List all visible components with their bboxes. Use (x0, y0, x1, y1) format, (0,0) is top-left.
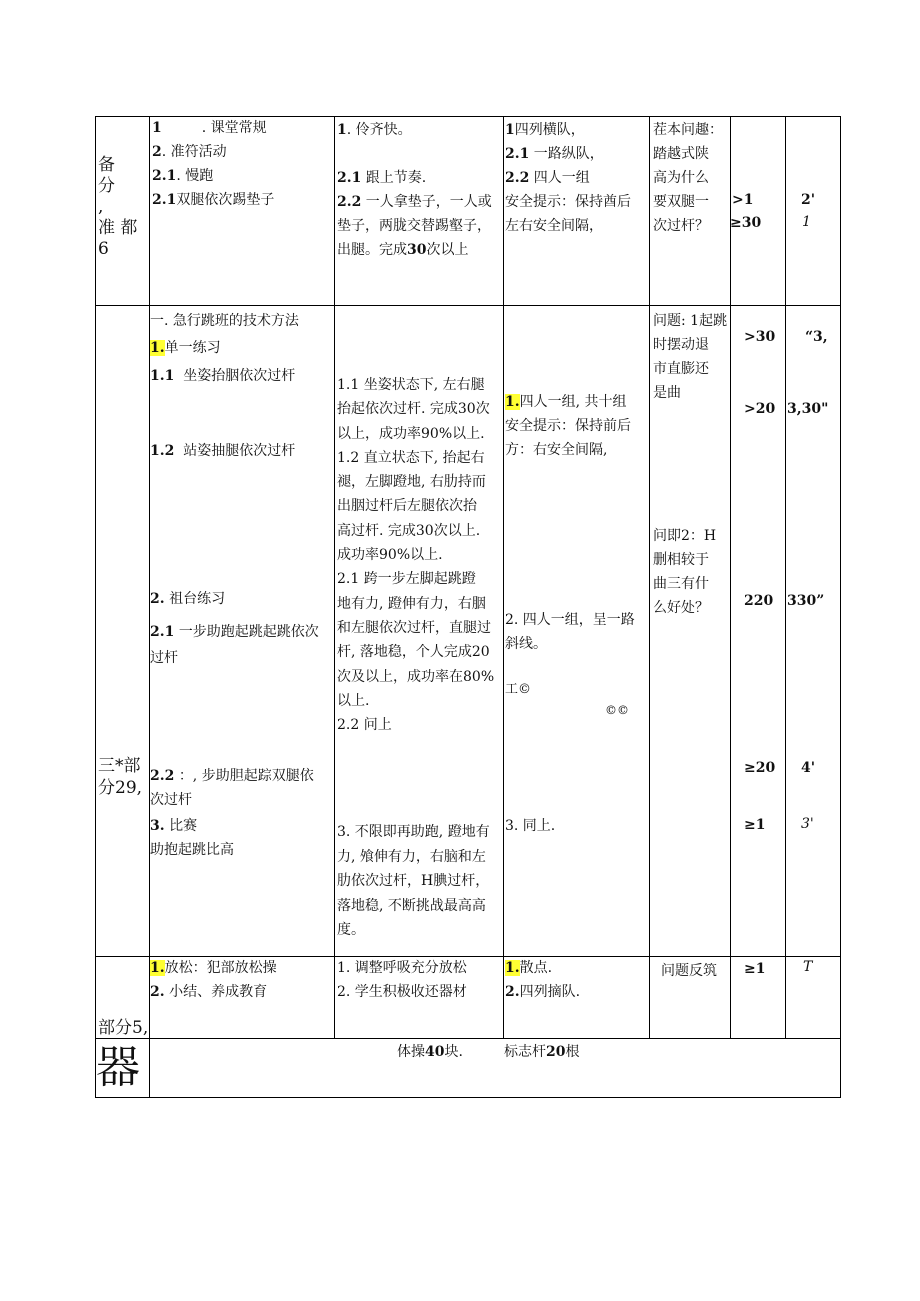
main-time-4: 4' (801, 760, 816, 776)
main-content-single: 1.单一练习 (150, 340, 221, 356)
main-time-5: 3' (801, 816, 814, 832)
main-content-match-2: 助抱起跳比高 (150, 842, 234, 858)
equipment-side-label: 器 (96, 1042, 140, 1093)
main-count-5: ≥1 (744, 817, 766, 833)
main-content-ex12: 1.2 站姿抽腿依次过杆 (150, 443, 296, 459)
prep-count-2: ≥30 (730, 215, 762, 231)
prep-req-1: 1. 伶齐快。 (337, 122, 412, 138)
main-side-label: 三*部 分29, (98, 756, 143, 798)
end-org-2: 2.四列摘队. (505, 984, 581, 1000)
main-org-1c: 方：右安全间隔, (505, 442, 608, 458)
main-content-ex22: 2.2 ：, 步助胆起踪双腿依 (150, 768, 314, 784)
prep-side-char: 6 (98, 239, 109, 259)
prep-count-1: >1 (732, 192, 754, 208)
main-org-2b: 斜线。 (505, 636, 547, 652)
main-content-ex22-b-clip (150, 790, 192, 808)
prep-time-2: 1 (802, 214, 811, 230)
prep-content-4: 2.1双腿依次踢垫子 (152, 192, 275, 208)
end-question: 问题反筑 (661, 963, 717, 979)
end-org-1: 1.散点. (505, 960, 553, 976)
equipment-item-1: 体操40块. (397, 1044, 463, 1060)
end-req-1: 1. 调整呼吸充分放松 (337, 960, 467, 976)
main-count-2: >20 (744, 401, 776, 417)
end-content-1: 1.放松：犯部放松操 (150, 960, 277, 976)
prep-question: 茬本问趣： 踏越式陕 高为什么 要双腿一 次过杆？ (653, 122, 723, 234)
main-content-ex22-b: 次过杆 (150, 792, 192, 808)
main-time-2: 3,30" (787, 401, 829, 417)
main-count-4: ≥20 (744, 760, 776, 776)
prep-side-char: 分 (98, 176, 115, 196)
col-divider-6 (785, 116, 786, 1039)
main-content-match: 3. 比赛 (150, 818, 198, 834)
end-req-2: 2. 学生积极收还器材 (337, 984, 467, 1000)
main-count-1: >30 (744, 329, 776, 345)
prep-req-4: 垫子，两胧交替踢壑子， (337, 218, 491, 234)
prep-content-3: 2.1. 慢跑 (152, 168, 214, 184)
main-question-2: 问即2：H 删相较于 曲三有什 么好处？ (653, 528, 717, 616)
main-content-title: 一. 急行跳班的技术方法 (150, 313, 299, 329)
main-content-combo: 2. 祖台练习 (150, 591, 226, 607)
main-time-1: “3, (805, 329, 828, 345)
prep-time-1: 2' (801, 192, 816, 208)
main-count-3: 220 (744, 593, 774, 609)
main-org-mark-1: 工© (505, 682, 532, 697)
main-org-3: 3. 同上. (505, 818, 556, 834)
main-org-1: 1.四人一组, 共十组 (505, 394, 627, 410)
prep-content-1: 1 . 课堂常规 (152, 120, 267, 136)
main-org-2: 2. 四人一组，呈一路 (505, 612, 635, 628)
prep-side-char: 都 (120, 218, 138, 238)
prep-side-char: , (98, 197, 104, 217)
main-question-1: 问题: 1起跳 时摆动退 市直膨还 是曲 (653, 313, 728, 401)
prep-side-char: 备 (98, 155, 115, 175)
main-content-ex11: 1.1 坐姿抬胭依次过杆 (150, 368, 296, 384)
col-divider-2 (334, 116, 335, 1039)
end-side-label: 部分5, (98, 1018, 149, 1038)
prep-org-1: 1四列横队， (505, 122, 585, 138)
equipment-item-2: 标志杆20根 (504, 1044, 580, 1060)
prep-req-2: 2.1 跟上节奏. (337, 170, 427, 186)
main-req-block-1: 1.1 坐姿状态下, 左右腿 抬起依次过杆. 完成30次 以上，成功率90%以上. 1.2 直立状态下, 抬起右 褪，左脚蹬地, 右肋持而 出胭过杆后左腿依次抬 高过杆. 完成30次以上. 成功率90%以上. 2.1 跨一步左脚起跳蹬 地有力, 蹬伸有力，右胭 和左腿依次过杆，直腿过 杆, 落地稳，个人完成20 次及以上，成功率在80% 以上. 2.2 问上 (337, 377, 495, 734)
col-divider-4 (649, 116, 650, 1039)
main-req-block-2: 3. 不限即再助跑, 蹬地有 力, 飧伸有力，右脑和左 肋依次过杆，H腆过杆， 落地稳, 不断挑战最高高 度。 (337, 824, 490, 938)
prep-side-char: 准 (98, 218, 115, 238)
end-content-2: 2. 小结、养成教育 (150, 984, 268, 1000)
end-time: T (803, 959, 813, 975)
prep-org-4: 安全提示：保持酋后 (505, 194, 631, 210)
prep-org-3: 2.2 四人一组 (505, 170, 590, 186)
col-divider-5 (730, 116, 731, 1039)
main-content-ex21: 2.1 一步助跑起跳起跳依次 (150, 624, 319, 640)
prep-side-label (98, 155, 142, 260)
end-count: ≥1 (744, 961, 766, 977)
prep-req-5: 出腿。完成30次以上 (337, 242, 469, 258)
main-org-mark-2: ©© (605, 703, 629, 717)
table-bottom-border (95, 1097, 841, 1098)
prep-org-2: 2.1 一路纵队， (505, 146, 604, 162)
main-time-3: 330” (787, 593, 825, 609)
col-border-right (840, 116, 841, 1098)
prep-req-3: 2.2 一人拿垫子，一人或 (337, 194, 492, 210)
col-divider-3 (503, 116, 504, 1039)
prep-content-2: 2. 准符活动 (152, 144, 227, 160)
col-border-left (95, 116, 96, 1098)
main-content-ex21-b: 过杆 (150, 650, 178, 666)
prep-org-5: 左右安全间隔， (505, 218, 603, 234)
main-org-1b: 安全提示：保持前后 (505, 418, 631, 434)
